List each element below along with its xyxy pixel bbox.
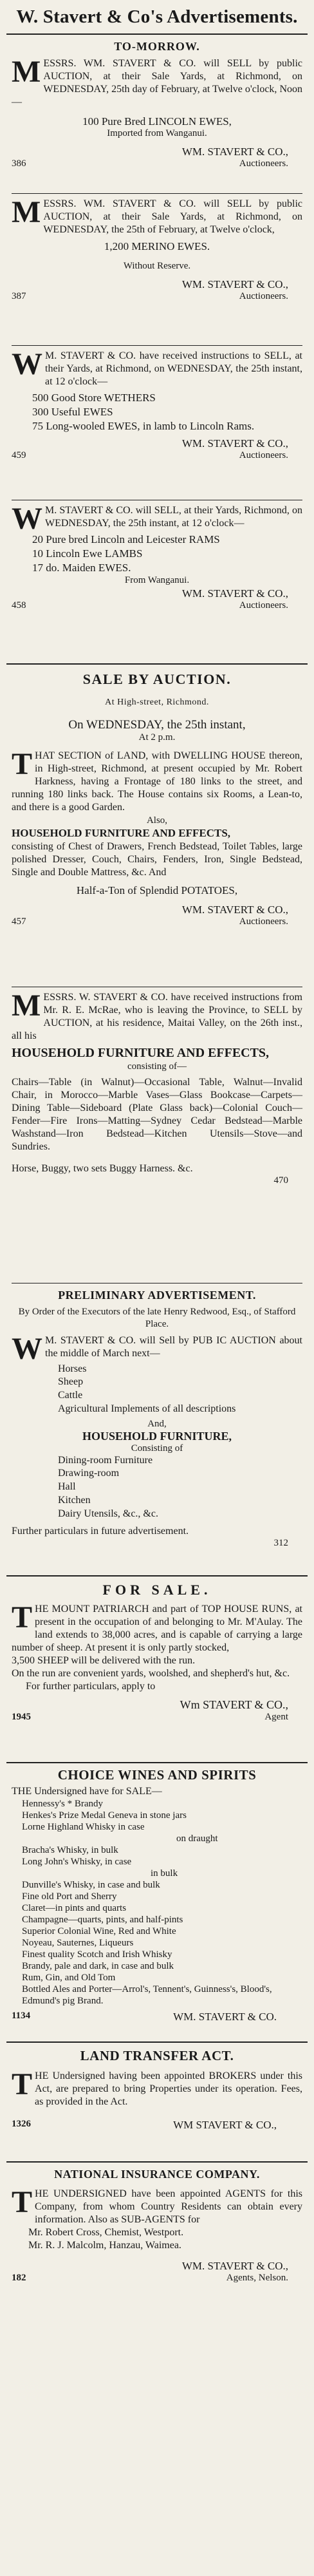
wine-item: Lorne Highland Whisky in case bbox=[22, 1822, 145, 1833]
ad-body: MESSRS. W. STAVERT & CO. have received instructions from Mr. R. E. McRae, who is leaving the Province, to SELL by AUCTION, at his residence, Maitai Valley, on the 26th inst., all his bbox=[12, 989, 302, 1041]
ad-body: THE UNDERSIGNED have been appointed AGENTS for this Company, from whom Country Residents can obtain every information. Also as SUB-AGENTS for bbox=[12, 2184, 302, 2225]
ad-number: 1134 bbox=[12, 2011, 31, 2022]
ad-intro: THE Undersigned have for SALE— bbox=[12, 1786, 162, 1797]
wine-item: Hennessy's * Brandy bbox=[22, 1799, 104, 1810]
wine-item: Dunville's Whisky, in case and bulk bbox=[22, 1880, 160, 1891]
ad-1134 bbox=[0, 1762, 314, 2041]
drop-cap-m: M bbox=[12, 989, 41, 1023]
drop-cap-m: M bbox=[12, 195, 41, 229]
wine-list bbox=[0, 1798, 314, 2007]
lot-item: Horses bbox=[58, 1363, 87, 1374]
room-item: Drawing-room bbox=[58, 1468, 120, 1479]
ad-number: 312 bbox=[273, 1537, 288, 1548]
ad-location: At High-street, Richmond. bbox=[105, 697, 209, 708]
ad-further: For further particulars, apply to bbox=[26, 1681, 156, 1692]
ad-number: 182 bbox=[12, 2272, 26, 2283]
ad-footer bbox=[0, 158, 314, 169]
ad-signer: WM. STAVERT & CO., bbox=[181, 903, 288, 916]
ad-footer bbox=[0, 2011, 314, 2023]
ad-signer: WM. STAVERT & CO. bbox=[173, 2011, 277, 2023]
divider bbox=[6, 2041, 308, 2043]
section-heading: FOR SALE. bbox=[102, 1582, 212, 1598]
wine-item: Champagne—quarts, pints, and half-pints bbox=[22, 1915, 183, 1926]
furniture-body: consisting of Chest of Drawers, French Bedstead, Toilet Tables, large polished Dresser, Couch, Chairs, Fenders, Iron, Single Bedstead, Single and Double Mattress, &c. And bbox=[12, 840, 302, 878]
ad-footer bbox=[0, 291, 314, 302]
ad-also: Also, bbox=[146, 815, 168, 826]
lot-item: Agricultural Implements of all descriptions bbox=[58, 1403, 236, 1414]
room-item: Dining-room Furniture bbox=[58, 1454, 153, 1466]
room-item: Hall bbox=[58, 1481, 76, 1493]
drop-cap-t: T bbox=[12, 2067, 33, 2102]
ad-footer bbox=[0, 2273, 314, 2284]
ad-body: MESSRS. WM. STAVERT & CO. will SELL by public AUCTION, at their Sale Yards, at Richmond, on WEDNESDAY, the 25th of February, at Twelve o'clock, bbox=[12, 195, 302, 235]
ad-origin: Imported from Wanganui. bbox=[107, 128, 207, 138]
wine-item: Bracha's Whisky, in bulk bbox=[22, 1845, 118, 1856]
drop-cap-w: W bbox=[12, 1331, 42, 1366]
drop-cap-w: W bbox=[12, 502, 42, 536]
ad-signer: WM. STAVERT & CO., bbox=[181, 587, 288, 600]
lot-item: 20 Pure bred Lincoln and Leicester RAMS bbox=[32, 533, 220, 545]
ad-body: MESSRS. WM. STAVERT & CO. will SELL by public AUCTION, at their Sale Yards, at Richmond, on WEDNESDAY, 25th day of February, at Twelve o'clock, Noon— bbox=[12, 55, 302, 108]
wine-item: Brandy, pale and dark, in case and bulk bbox=[22, 1961, 174, 1972]
ad-182 bbox=[0, 2161, 314, 2312]
ad-footer bbox=[0, 916, 314, 927]
wine-item: Finest quality Scotch and Irish Whisky bbox=[22, 1949, 172, 1960]
ad-lots bbox=[0, 391, 314, 433]
ad-role: Auctioneers. bbox=[239, 158, 288, 169]
wine-item: on draught bbox=[176, 1833, 218, 1844]
ad-number: 386 bbox=[12, 158, 26, 169]
drop-cap-t: T bbox=[12, 1600, 33, 1635]
ad-lot: 1,200 MERINO EWES. bbox=[104, 240, 210, 252]
ad-consisting: Consisting of bbox=[131, 1443, 183, 1454]
drop-cap-w: W bbox=[12, 347, 42, 381]
ad-body: THE Undersigned having been appointed BROKERS under this Act, are prepared to bring Properties under its operation. Fees, as provided in the Act. bbox=[12, 2067, 302, 2108]
section-heading: PRELIMINARY ADVERTISEMENT. bbox=[58, 1289, 256, 1302]
ad-role: Agent bbox=[264, 1712, 288, 1723]
ad-role: Agents, Nelson. bbox=[226, 2272, 288, 2283]
ad-number: 457 bbox=[12, 916, 26, 927]
divider bbox=[6, 663, 308, 665]
page-title: W. Stavert & Co's Advertisements. bbox=[16, 6, 298, 27]
page-header bbox=[0, 0, 314, 36]
ad-body: W M. STAVERT & CO. will SELL, at their Yards, Richmond, on WEDNESDAY, the 25th instant, at 12 o'clock— bbox=[12, 502, 302, 536]
ad-sheep: 3,500 SHEEP will be delivered with the run. bbox=[12, 1655, 196, 1667]
ad-458 bbox=[0, 500, 314, 659]
lot-item: Sheep bbox=[58, 1376, 84, 1388]
wine-item: Claret—in pints and quarts bbox=[22, 1903, 127, 1914]
ad-1326 bbox=[0, 2041, 314, 2161]
agent-item: Mr. R. J. Malcolm, Hanzau, Waimea. bbox=[28, 2239, 181, 2251]
drop-cap-m: M bbox=[12, 55, 41, 89]
ad-body: W M. STAVERT & CO. will Sell by PUB IC AUCTION about the middle of March next— bbox=[12, 1331, 302, 1366]
ad-footer bbox=[0, 450, 314, 461]
furniture-heading: HOUSEHOLD FURNITURE AND EFFECTS, bbox=[12, 827, 231, 840]
ad-consisting: consisting of— bbox=[127, 1061, 187, 1072]
divider bbox=[6, 1762, 308, 1763]
drop-cap-t: T bbox=[12, 747, 33, 782]
ad-number: 470 bbox=[273, 1175, 288, 1186]
ad-number: 387 bbox=[12, 291, 26, 301]
ad-intro: By Order of the Executors of the late Henry Redwood, Esq., of Stafford Place. bbox=[18, 1307, 296, 1329]
wine-item: Long John's Whisky, in case bbox=[22, 1857, 132, 1868]
ad-body-2: On the run are convenient yards, woolshed, and shepherd's hut, &c. bbox=[12, 1668, 290, 1680]
drop-cap-t: T bbox=[12, 2184, 33, 2219]
section-heading: TO-MORROW. bbox=[114, 40, 200, 53]
ad-extra: Horse, Buggy, two sets Buggy Harness. &c. bbox=[12, 1163, 193, 1174]
wine-item: Bottled Ales and Porter—Arrol's, Tennent's, Guinness's, Blood's, Edmund's pig Brand. bbox=[22, 1984, 272, 2007]
ad-386 bbox=[0, 40, 314, 193]
lot-item: 10 Lincoln Ewe LAMBS bbox=[32, 547, 143, 560]
room-item: Kitchen bbox=[58, 1495, 91, 1506]
ad-body: THAT SECTION of LAND, with DWELLING HOUSE thereon, in High-street, Richmond, at present occupied by Mr. Robert Harkness, having a Frontage of 180 links to the street, and running 180 links back. The House contains six Rooms, a Lean-to, and there is a good Garden. bbox=[12, 747, 302, 813]
ad-footer bbox=[0, 1712, 314, 1723]
wine-item: Henkes's Prize Medal Geneva in stone jars bbox=[22, 1810, 187, 1821]
ad-body: THE MOUNT PATRIARCH and part of TOP HOUSE RUNS, at present in the occupation of and belonging to Mr. M'Aulay. The land extends to 38,000 acres, and is capable of carrying a large number of sheep. At present it is only partly stocked, bbox=[12, 1600, 302, 1654]
divider bbox=[6, 33, 308, 35]
ad-457 bbox=[0, 663, 314, 987]
room-item: Dairy Utensils, &c., &c. bbox=[58, 1508, 158, 1519]
divider bbox=[12, 345, 302, 346]
item-list: Chairs—Table (in Walnut)—Occasional Table, Walnut—Invalid Chair, in Morocco—Marble Vases—Glass Bookcase—Carpets—Dining Table—Sideboard (Plate Glass back)—Colonial Couch—Fender—Fire Irons—Matting—Sydney Cedar Bedstead—Marble Washstand—Iron Bedstead—Kitchen Utensils—Stove—and Sundries. bbox=[12, 1077, 302, 1152]
section-heading: SALE BY AUCTION. bbox=[82, 671, 232, 687]
divider bbox=[12, 193, 302, 194]
room-list bbox=[0, 1454, 314, 1521]
ad-lot: 100 Pure Bred LINCOLN EWES, bbox=[82, 115, 232, 128]
ad-role: Auctioneers. bbox=[239, 916, 288, 927]
ad-time: At 2 p.m. bbox=[138, 732, 176, 743]
ad-lots bbox=[0, 533, 314, 575]
furniture-heading: HOUSEHOLD FURNITURE, bbox=[82, 1429, 232, 1443]
ad-date: On WEDNESDAY, the 25th instant, bbox=[68, 718, 246, 732]
ad-potatoes: Half-a-Ton of Splendid POTATOES, bbox=[76, 884, 238, 896]
ad-number: 458 bbox=[12, 600, 26, 611]
ad-387 bbox=[0, 193, 314, 345]
ad-signer: WM. STAVERT & CO., bbox=[181, 146, 288, 158]
ad-number: 459 bbox=[12, 450, 26, 461]
ad-number: 1326 bbox=[12, 2119, 31, 2130]
ad-number: 1945 bbox=[12, 1712, 31, 1723]
ad-signer: WM. STAVERT & CO., bbox=[181, 2259, 288, 2272]
wine-item: Noyeau, Sauternes, Liqueurs bbox=[22, 1938, 134, 1949]
ad-lots bbox=[0, 1363, 314, 1416]
wine-item: Superior Colonial Wine, Red and White bbox=[22, 1926, 176, 1937]
ad-footer bbox=[0, 600, 314, 611]
ad-and: And, bbox=[147, 1418, 167, 1429]
ad-role: Auctioneers. bbox=[239, 450, 288, 461]
lot-item: 17 do. Maiden EWES. bbox=[32, 562, 131, 574]
divider bbox=[6, 2161, 308, 2163]
ad-note: Without Reserve. bbox=[123, 261, 191, 271]
wine-item: Fine old Port and Sherry bbox=[22, 1891, 117, 1902]
lot-item: 500 Good Store WETHERS bbox=[32, 392, 156, 404]
ad-459 bbox=[0, 345, 314, 500]
ad-1945 bbox=[0, 1575, 314, 1762]
ad-signer: WM. STAVERT & CO., bbox=[181, 437, 288, 450]
ad-312 bbox=[0, 1283, 314, 1575]
ad-signer: Wm STAVERT & CO., bbox=[180, 1698, 288, 1712]
lot-item: 300 Useful EWES bbox=[32, 406, 113, 419]
lot-item: Cattle bbox=[58, 1390, 83, 1401]
agent-item: Mr. Robert Cross, Chemist, Westport. bbox=[28, 2226, 184, 2238]
ad-470 bbox=[0, 987, 314, 1283]
ad-further: Further particulars in future advertisement. bbox=[12, 1525, 189, 1537]
ad-role: Auctioneers. bbox=[239, 291, 288, 301]
ad-origin: From Wanganui. bbox=[124, 575, 190, 586]
section-heading: CHOICE WINES AND SPIRITS bbox=[57, 1767, 257, 1783]
ad-role: Auctioneers. bbox=[239, 600, 288, 611]
furniture-heading: HOUSEHOLD FURNITURE AND EFFECTS, bbox=[12, 1046, 270, 1060]
ad-footer bbox=[0, 2119, 314, 2132]
ad-body: W M. STAVERT & CO. have received instructions to SELL, at their Yards, at Richmond, on WEDNESDAY, the 25th instant, at 12 o'clock— bbox=[12, 347, 302, 387]
section-heading: LAND TRANSFER ACT. bbox=[80, 2048, 234, 2063]
ad-signer: WM. STAVERT & CO., bbox=[181, 278, 288, 290]
divider bbox=[6, 1575, 308, 1577]
section-heading: NATIONAL INSURANCE COMPANY. bbox=[54, 2168, 260, 2181]
ad-signer: WM STAVERT & CO., bbox=[173, 2119, 277, 2132]
wine-item: Rum, Gin, and Old Tom bbox=[22, 1973, 116, 1984]
lot-item: 75 Long-wooled EWES, in lamb to Lincoln Rams. bbox=[32, 420, 255, 433]
wine-item: in bulk bbox=[151, 1868, 178, 1879]
